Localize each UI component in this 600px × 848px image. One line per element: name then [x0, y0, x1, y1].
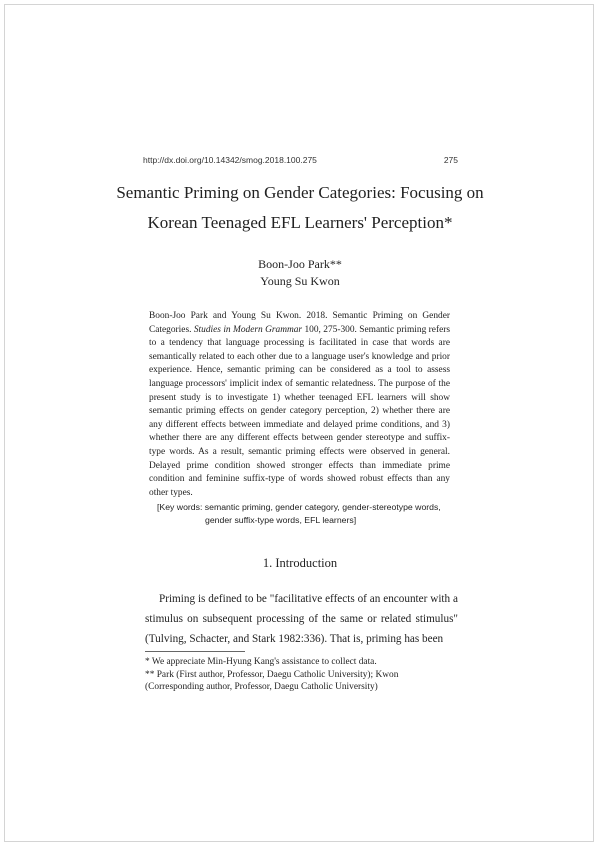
abstract-text: Semantic priming refers to a tendency that language processing is facilitated in case that words are semantically related to each other due to a language user's knowledge and prior experience. Hence, semantic priming can be considered as a tool to assess language processors' implicit index of semantic relatedness. The purpose of the present study is to investigate 1) whether teenaged EFL learners will show semantic priming effects on gender category perception, 2) whether there are any different effects between immediate and delayed prime conditions, and 3) whether there are any different effects between gender stereotype and suffix-type words. As a result, semantic priming effects were observed in general. Delayed prime condition showed stronger effects than immediate prime condition and feminine suffix-type of words showed robust effects than any other types.: [149, 324, 450, 498]
author-1: Boon-Joo Park**: [258, 257, 342, 271]
author-2: Young Su Kwon: [260, 274, 340, 288]
keywords-line-1: [Key words: semantic priming, gender category, gender-stereotype words,: [157, 502, 441, 512]
abstract-citation-pages: 100, 275-300.: [302, 324, 357, 335]
page-number: 275: [443, 155, 458, 165]
journal-name: Studies in Modern Grammar: [193, 324, 303, 335]
footnotes: [145, 656, 458, 694]
paper-title: [100, 178, 500, 238]
title-line-2: Korean Teenaged EFL Learners' Perception*: [147, 213, 453, 232]
abstract: [149, 310, 450, 500]
body-text: [145, 590, 458, 649]
keywords: [157, 501, 453, 526]
footnote-1: * We appreciate Min-Hyung Kang's assistance to collect data.: [145, 657, 377, 667]
abstract-citation: Boon-Joo Park and Young Su Kwon. 2018. Semantic Priming on Gender Categories.: [149, 311, 450, 335]
doi-link[interactable]: http://dx.doi.org/10.14342/smog.2018.100.275: [143, 155, 317, 165]
footnote-2: ** Park (First author, Professor, Daegu Catholic University); Kwon (Corresponding author, Professor, Daegu Catholic University): [145, 669, 399, 692]
body-paragraph: Priming is defined to be "facilitative effects of an encounter with a stimulus on subsequent processing of the same or related stimulus" (Tulving, Schacter, and Stark 1982:336). That is, priming has been: [145, 593, 458, 645]
footnote-divider: [145, 651, 245, 652]
section-heading: 1. Introduction: [262, 556, 338, 570]
author-block: [200, 256, 400, 290]
title-line-1: Semantic Priming on Gender Categories: Focusing on: [116, 183, 484, 202]
keywords-line-2: gender suffix-type words, EFL learners]: [205, 514, 357, 525]
